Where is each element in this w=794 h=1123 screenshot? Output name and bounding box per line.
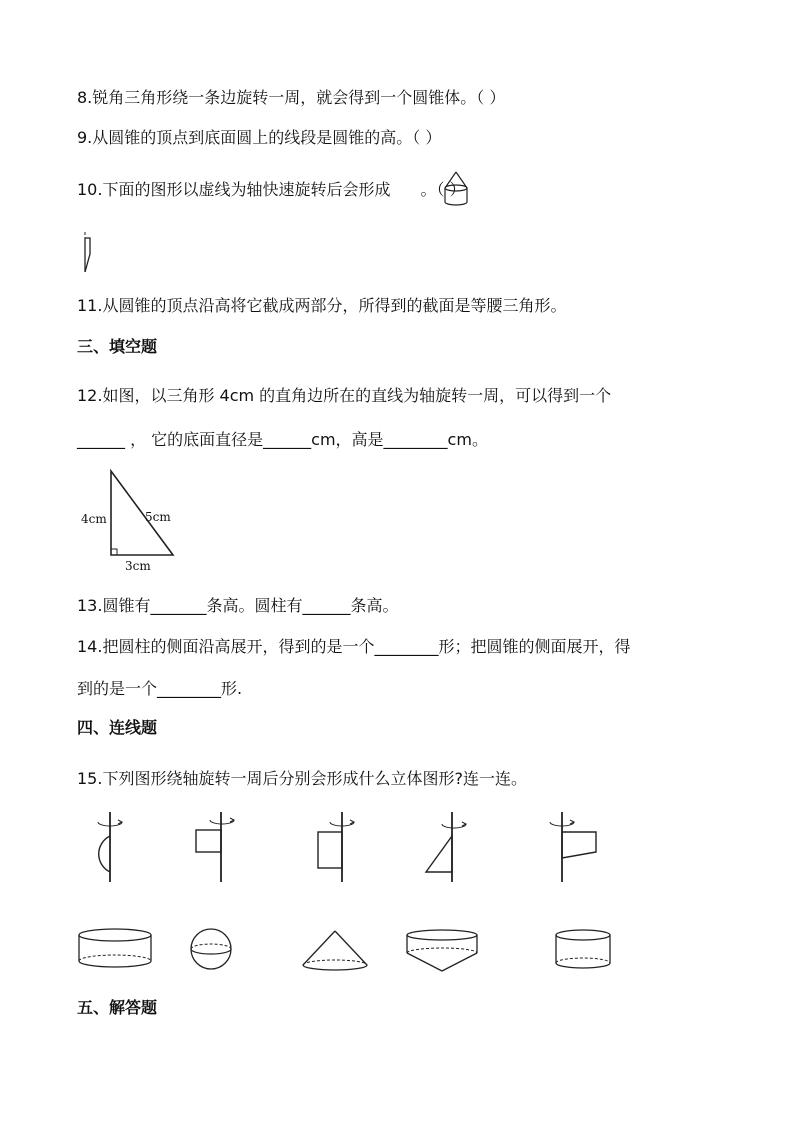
- question-8: 8.锐角三角形绕一条边旋转一周，就会得到一个圆锥体。（ ）: [77, 88, 506, 107]
- question-12-line2: ______ ， 它的底面直径是______cm，高是________cm。: [77, 430, 488, 449]
- plane-figure-triangle: [420, 808, 480, 888]
- triangle-label-hypotenuse: 5cm: [145, 510, 171, 524]
- triangle-label-left: 4cm: [81, 512, 107, 526]
- solid-sphere: [186, 925, 236, 975]
- section-5-title: 五、解答题: [77, 998, 158, 1017]
- question-10: [77, 180, 466, 200]
- section-3-title: 三、填空题: [77, 337, 158, 356]
- question-15: 15.下列图形绕轴旋转一周后分别会形成什么立体图形?连一连。: [77, 769, 527, 788]
- section-4-title: 四、连线题: [77, 718, 158, 737]
- question-12-line1: 12.如图，以三角形 4cm 的直角边所在的直线为轴旋转一周，可以得到一个: [77, 386, 612, 405]
- question-10-text: 10.下面的图形以虚线为轴快速旋转后会形成: [77, 180, 391, 199]
- solid-cone: [300, 925, 370, 975]
- solid-cylinder-narrow: [552, 925, 616, 975]
- solid-cylinder-wide: [76, 925, 156, 975]
- triangle-label-bottom: 3cm: [125, 559, 151, 573]
- question-10-answer: 。（ ）: [420, 180, 466, 199]
- solid-cylinder-cone: [404, 925, 480, 975]
- q10-rotation-figure: [80, 230, 100, 275]
- question-14-line1: 14.把圆柱的侧面沿高展开，得到的是一个________形；把圆锥的侧面展开，得: [77, 637, 631, 656]
- question-14-line2: 到的是一个________形.: [77, 679, 243, 698]
- question-13: 13.圆锥有_______条高。圆柱有______条高。: [77, 596, 399, 615]
- plane-figure-trapezoid: [540, 808, 610, 888]
- question-9: 9.从圆锥的顶点到底面圆上的线段是圆锥的高。（ ）: [77, 128, 442, 147]
- right-triangle-figure: [75, 465, 185, 575]
- plane-figure-semicircle: [80, 808, 130, 888]
- plane-figure-rectangle-large: [188, 808, 248, 888]
- plane-figure-rectangle-tall: [308, 808, 368, 888]
- cone-cylinder-icon: [442, 170, 470, 210]
- question-11: 11.从圆锥的顶点沿高将它截成两部分，所得到的截面是等腰三角形。: [77, 296, 567, 315]
